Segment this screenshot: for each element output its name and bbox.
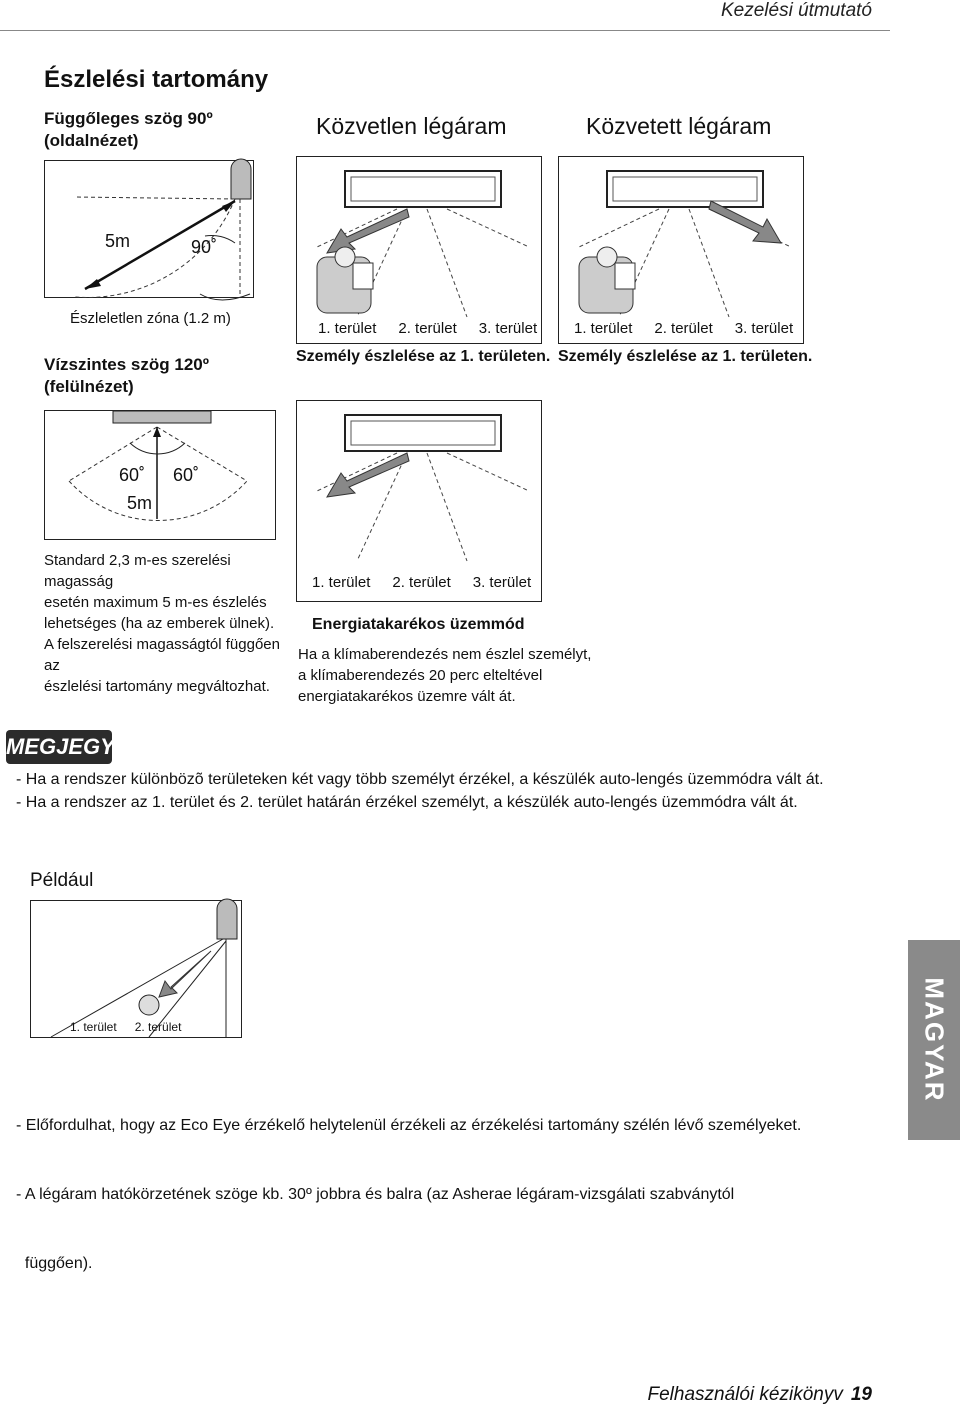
header-title: Kezelési útmutató xyxy=(720,0,872,21)
energy-diagram xyxy=(296,400,542,602)
vertical-distance: 5m xyxy=(105,231,131,251)
standard-text-line: A felszerelési magasságtól függően az xyxy=(44,636,280,674)
example-line: függően). xyxy=(16,1255,93,1272)
standard-text-line: Standard 2,3 m-es szerelési magasság xyxy=(44,552,231,590)
zone-label: 1. terület xyxy=(574,320,633,337)
zone-label: 3. terület xyxy=(472,574,532,591)
standard-text-line: észlelési tartomány megváltozhat. xyxy=(44,678,270,695)
language-tab-label: MAGYAR xyxy=(919,977,950,1103)
energy-text xyxy=(298,644,638,707)
section-title: Észlelési tartomány xyxy=(44,66,269,93)
example-line: - A légáram hatókörzetének szöge kb. 30º jobbra és balra (az Asherae légáram-vizsgálati szabványtól xyxy=(16,1186,735,1203)
zone-label: 2. terület xyxy=(134,1020,182,1034)
note-line: - Ha a rendszer az 1. terület és 2. terület határán érzékel személyt, a készülék auto-lengés üzemmódra vált át. xyxy=(16,794,798,811)
direct-diagram xyxy=(296,156,542,344)
indirect-diagram-graphic xyxy=(559,157,803,343)
indirect-zones xyxy=(574,320,793,337)
horizontal-label xyxy=(44,354,209,398)
direct-diagram-graphic xyxy=(297,157,541,343)
indirect-diagram xyxy=(558,156,804,344)
example-line: - Előfordulhat, hogy az Eco Eye érzékelő helytelenül érzékeli az érzékelési tartomány szélén lévő személyeket. xyxy=(16,1117,802,1134)
example-title: Például xyxy=(30,870,94,891)
footer xyxy=(647,1384,872,1406)
horizontal-label-line-2: (felülnézet) xyxy=(44,377,134,396)
vertical-angle: 90˚ xyxy=(191,237,218,257)
energy-text-line: energiatakarékos üzemre vált át. xyxy=(298,688,516,705)
energy-text-line: Ha a klímaberendezés nem észlel személyt, xyxy=(298,646,592,663)
energy-text-line: a klímaberendezés 20 perc elteltével xyxy=(298,667,543,684)
language-tab xyxy=(908,940,960,1140)
vertical-label-line-2: (oldalnézet) xyxy=(44,131,139,150)
standard-text-line: esetén maximum 5 m-es észlelés xyxy=(44,594,267,611)
horizontal-distance: 5m xyxy=(127,493,153,513)
direct-caption: Személy észlelése az 1. területen. xyxy=(296,348,551,365)
zone-label: 2. terület xyxy=(392,574,451,591)
note-list xyxy=(16,768,896,814)
indirect-caption: Személy észlelése az 1. területen. xyxy=(558,348,813,365)
page-number: 19 xyxy=(850,1384,872,1405)
vertical-label xyxy=(44,108,213,152)
direct-title: Közvetlen légáram xyxy=(316,113,507,139)
example-zones xyxy=(70,1020,181,1034)
zone-label: 2. terület xyxy=(654,320,713,337)
header-divider xyxy=(0,30,890,31)
horizontal-left-angle: 60˚ xyxy=(119,465,146,485)
horizontal-diagram-graphic xyxy=(45,411,275,539)
undetected-zone-label: Észleletlen zóna (1.2 m) xyxy=(70,310,231,327)
zone-label: 3. terület xyxy=(734,320,794,337)
horizontal-right-angle: 60˚ xyxy=(173,465,200,485)
undetected-arrow xyxy=(160,294,260,308)
example-diagram xyxy=(30,900,242,1038)
energy-zones xyxy=(312,574,531,591)
horizontal-label-line-1: Vízszintes szög 120º xyxy=(44,355,209,374)
vertical-label-line-1: Függőleges szög 90º xyxy=(44,109,213,128)
vertical-diagram-graphic xyxy=(45,161,253,297)
example-list xyxy=(16,1068,896,1298)
standard-text-line: lehetséges (ha az emberek ülnek). xyxy=(44,615,275,632)
horizontal-diagram xyxy=(44,410,276,540)
zone-label: 2. terület xyxy=(398,320,457,337)
zone-label: 3. terület xyxy=(478,320,538,337)
energy-diagram-graphic xyxy=(297,401,541,601)
zone-label: 1. terület xyxy=(312,574,371,591)
direct-zones xyxy=(318,320,537,337)
zone-label: 1. terület xyxy=(70,1020,117,1034)
vertical-diagram xyxy=(44,160,254,298)
example-diagram-graphic xyxy=(31,901,241,1037)
indirect-title: Közvetett légáram xyxy=(586,113,772,139)
footer-label: Felhasználói kézikönyv xyxy=(647,1384,843,1405)
zone-label: 1. terület xyxy=(318,320,377,337)
energy-title: Energiatakarékos üzemmód xyxy=(312,616,525,633)
note-line: - Ha a rendszer különbözõ területeken két vagy több személyt érzékel, a készülék auto-lengés üzemmódra vált át. xyxy=(16,771,824,788)
standard-text xyxy=(44,550,294,697)
note-badge: MEGJEGYZÉS xyxy=(6,730,112,764)
